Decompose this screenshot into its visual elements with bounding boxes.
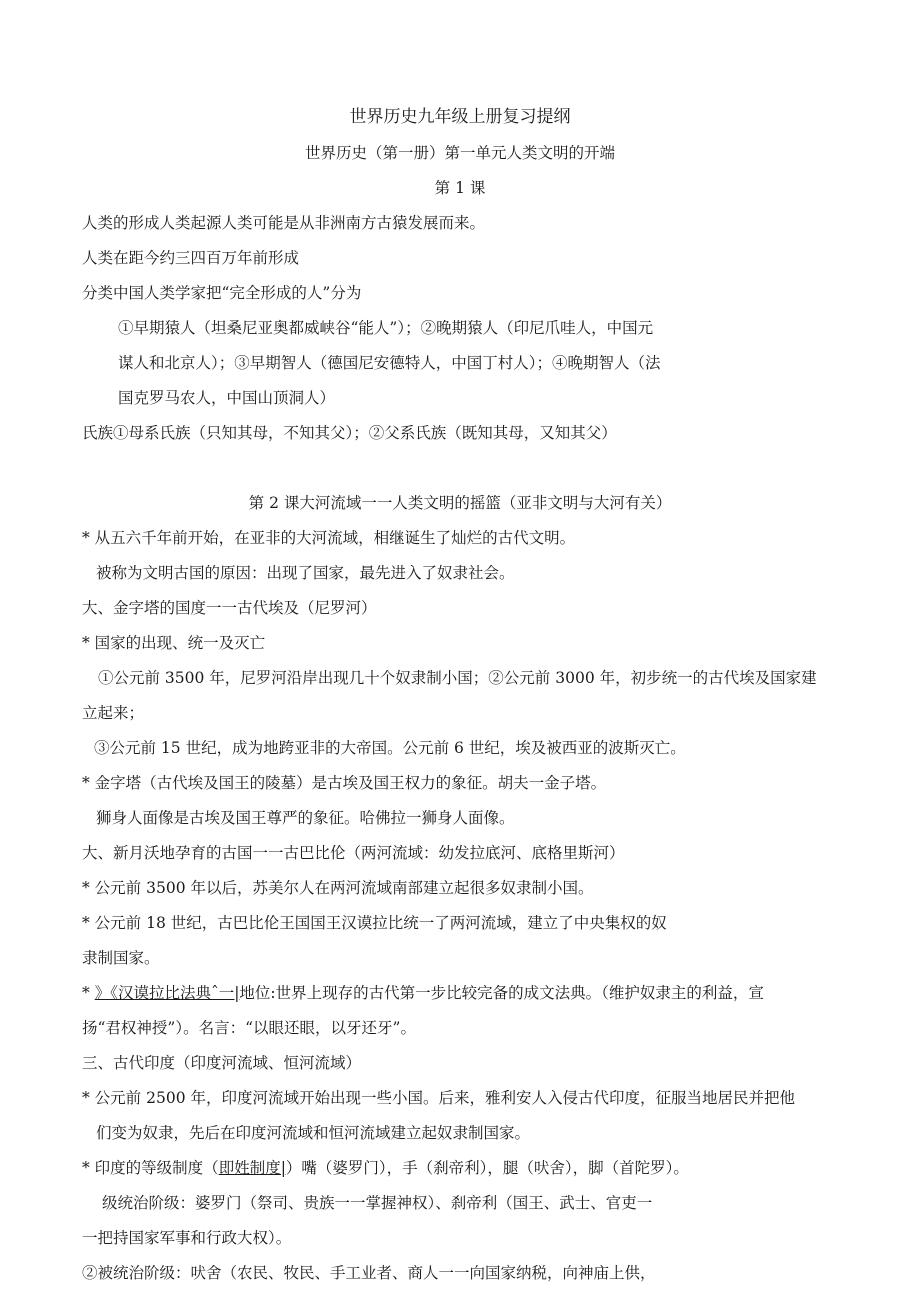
paragraph: * 从五六千年前开始，在亚非的大河流域，相继诞生了灿烂的古代文明。: [82, 529, 576, 547]
section-heading: 大、金字塔的国度一一古代埃及（尼罗河）: [82, 599, 377, 617]
paragraph: [82, 1158, 689, 1178]
paragraph: 氏族①母系氏族（只知其母，不知其父）；②父系氏族（既知其母，又知其父）: [82, 424, 617, 442]
paragraph: ③公元前 15 世纪，成为地跨亚非的大帝国。公元前 6 世纪，埃及被西亚的波斯灭亡。: [94, 739, 686, 757]
paragraph: 国克罗马农人，中国山顶洞人）: [118, 389, 336, 407]
paragraph: 谋人和北京人）；③早期智人（德国尼安德特人，中国丁村人）；④晚期智人（法: [118, 354, 661, 372]
doc-subtitle: 世界历史（第一册）第一单元人类文明的开端: [304, 144, 615, 162]
paragraph: 一把持国家军事和行政大权）。: [82, 1229, 292, 1247]
paragraph-text: ）嘴（婆罗门），手（刹帝利），腿（吠舍），脚（首陀罗）。: [285, 1159, 689, 1177]
paragraph: 立起来；: [82, 704, 145, 722]
paragraph: 人类的形成人类起源人类可能是从非洲南方古猿发展而来。: [82, 214, 486, 232]
paragraph: * 公元前 2500 年，印度河流域开始出现一些小国。后来，雅利安人入侵古代印度，征服当地居民并把他: [82, 1089, 795, 1107]
lesson-1-heading: 第 1 课: [434, 179, 486, 197]
paragraph: * 公元前 3500 年以后，苏美尔人在两河流域南部建立起很多奴隶制小国。: [82, 879, 594, 897]
section-heading: 大、新月沃地孕育的古国一一古巴比伦（两河流域：幼发拉底河、底格里斯河）: [82, 844, 625, 862]
paragraph: * 国家的出现、统一及灭亡: [82, 634, 266, 652]
paragraph: ①早期猿人（坦桑尼亚奥都威峡谷“能人”）；②晚期猿人（印尼爪哇人，中国元: [118, 319, 654, 337]
paragraph: ②被统治阶级：吠舍（农民、牧民、手工业者、商人一一向国家纳税，向神庙上供，: [82, 1264, 656, 1282]
paragraph: 扬“君权神授”）。名言：“以眼还眼，以牙还牙”。: [82, 1019, 416, 1037]
paragraph-text: 地位:世界上现存的古代第一步比较完备的成文法典。（维护奴隶主的利益，宣: [239, 984, 764, 1002]
section-heading: 三、古代印度（印度河流域、恒河流域）: [82, 1054, 362, 1072]
paragraph: ①公元前 3500 年，尼罗河沿岸出现几十个奴隶制小国；②公元前 3000 年，初步统一的古代埃及国家建: [98, 669, 817, 687]
paragraph: 们变为奴隶，先后在印度河流域和恒河流域建立起奴隶制国家。: [96, 1124, 531, 1142]
paragraph: [82, 983, 764, 1003]
paragraph: 分类中国人类学家把“完全形成的人”分为: [82, 284, 362, 302]
paragraph: * 公元前 18 世纪，古巴比伦王国国王汉谟拉比统一了两河流域，建立了中央集权的奴: [82, 914, 667, 932]
bullet-marker: *: [82, 984, 95, 1002]
code-of-hammurabi-link[interactable]: 》《汉谟拉比法典ˆ一|: [94, 984, 240, 1002]
paragraph: 被称为文明古国的原因：出现了国家，最先进入了奴隶社会。: [96, 564, 515, 582]
paragraph-text: * 印度的等级制度（: [82, 1159, 219, 1177]
paragraph: 级统治阶级：婆罗门（祭司、贵族一一掌握神权）、刹帝利（国王、武士、官吏一: [102, 1194, 653, 1212]
paragraph: * 金字塔（古代埃及国王的陵墓）是古埃及国王权力的象征。胡夫一金子塔。: [82, 774, 607, 792]
doc-title: 世界历史九年级上册复习提纲: [349, 107, 571, 127]
paragraph: 隶制国家。: [82, 949, 160, 967]
lesson-2-heading: 第 2 课大河流域一一人类文明的摇篮（亚非文明与大河有关）: [248, 494, 672, 512]
paragraph: 人类在距今约三四百万年前形成: [82, 249, 300, 267]
paragraph: 狮身人面像是古埃及国王尊严的象征。哈佛拉一狮身人面像。: [96, 809, 515, 827]
caste-system-link[interactable]: 即姓制度|: [218, 1159, 286, 1177]
